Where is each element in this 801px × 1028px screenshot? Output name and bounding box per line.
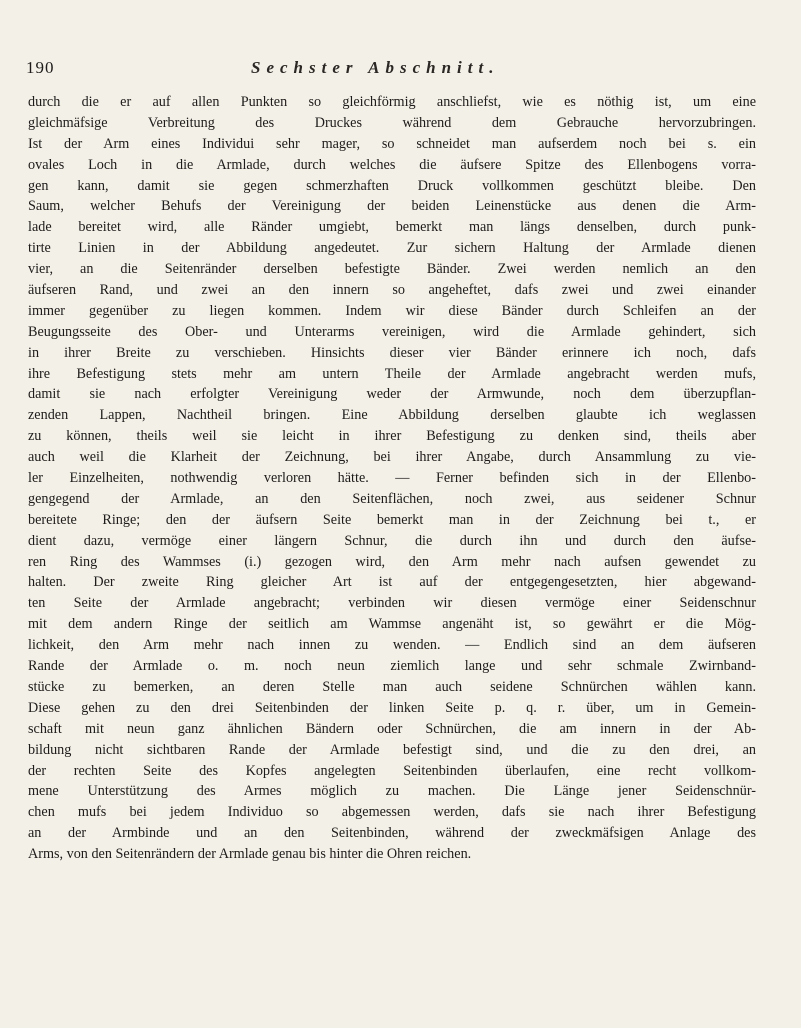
text-line: zenden Lappen, Nachtheil bringen. Eine Abbildung derselben glaubte ich weglassen (28, 407, 756, 424)
text-line: in ihrer Breite zu verschieben. Hinsichts dieser vier Bänder erinnere ich noch, dafs (28, 344, 756, 361)
text-line: durch die er auf allen Punkten so gleichförmig anschliefst, wie es nöthig ist, um eine (28, 94, 756, 110)
running-head: Sechster Abschnitt. (251, 58, 500, 77)
page-number: 190 (26, 58, 55, 77)
text-line: stücke zu bemerken, an deren Stelle man auch seidene Schnürchen wählen kann. (28, 678, 756, 695)
text-line: zu können, theils weil sie leicht in ihrer Befestigung zu denken sind, theils aber (28, 428, 756, 445)
text-line: Ist der Arm eines Individui sehr mager, so schneidet man aufserdem noch bei s. ein (28, 135, 756, 152)
text-line: ren Ring des Wammses (i.) gezogen wird, den Arm mehr nach aufsen gewendet zu (28, 553, 756, 570)
text-line: mene Unterstützung des Armes möglich zu machen. Die Länge jener Seidenschnür- (28, 783, 756, 800)
text-line: ler Einzelheiten, nothwendig verloren hätte. — Ferner befinden sich in der Ellenbo- (28, 470, 756, 487)
text-line: ten Seite der Armlade angebracht; verbinden wir diesen vermöge einer Seidenschnur (28, 595, 756, 612)
text-line: damit sie nach erfolgter Vereinigung weder der Armwunde, noch dem überzupflan- (28, 386, 756, 403)
text-line: ihre Befestigung stets mehr am untern Theile der Armlade angebracht werden mufs, (28, 365, 756, 382)
text-line: dient dazu, vermöge einer längern Schnur, die durch ihn und durch den äufse- (28, 532, 756, 549)
text-line: gengegend der Armlade, an den Seitenflächen, noch zwei, aus seidener Schnur (28, 490, 756, 507)
text-line: bereitete Ringe; den der äufsern Seite bemerkt man in der Zeichnung bei t., er (28, 511, 756, 528)
body-text (28, 92, 756, 865)
text-line: gleichmäfsige Verbreitung des Druckes während dem Gebrauche hervorzubringen. (28, 114, 756, 131)
text-line: an der Armbinde und an den Seitenbinden, während der zweckmäfsigen Anlage des (28, 825, 756, 842)
page-header (26, 58, 746, 82)
text-line: tirte Linien in der Abbildung angedeutet. Zur sichern Haltung der Armlade dienen (28, 240, 756, 257)
text-line: chen mufs bei jedem Individuo so abgemessen werden, dafs sie nach ihrer Befestigung (28, 804, 756, 821)
text-line: lichkeit, den Arm mehr nach innen zu wenden. — Endlich sind an dem äufseren (28, 637, 756, 654)
text-line: halten. Der zweite Ring gleicher Art ist auf der entgegengesetzten, hier abgewand- (28, 574, 756, 591)
text-line: auch weil die Klarheit der Zeichnung, bei ihrer Angabe, durch Ansammlung zu vie- (28, 449, 756, 466)
text-line: Diese gehen zu den drei Seitenbinden der linken Seite p. q. r. über, um in Gemein- (28, 699, 756, 716)
text-line: Rande der Armlade o. m. noch neun ziemlich lange und sehr schmale Zwirnband- (28, 658, 756, 675)
text-line: Saum, welcher Behufs der Vereinigung der beiden Leinenstücke aus denen die Arm- (28, 198, 756, 215)
text-line: mit dem andern Ringe der seitlich am Wammse angenäht ist, so gewährt er die Mög- (28, 616, 756, 633)
text-line: gen kann, damit sie gegen schmerzhaften Druck vollkommen geschützt bleibe. Den (28, 177, 756, 194)
text-line: Arms, von den Seitenrändern der Armlade genau bis hinter die Ohren reichen. (28, 846, 472, 863)
text-line: bildung nicht sichtbaren Rande der Armlade befestigt sind, und die zu den drei, an (28, 741, 756, 758)
text-line: immer gegenüber zu liegen kommen. Indem wir diese Bänder durch Schleifen an der (28, 302, 756, 319)
text-line: äufseren Rand, und zwei an den innern so angeheftet, dafs zwei und zwei einander (28, 282, 756, 299)
text-line: ovales Loch in die Armlade, durch welches die äufsere Spitze des Ellenbogens vorra- (28, 156, 756, 173)
text-line: vier, an die Seitenränder derselben befestigte Bänder. Zwei werden nemlich an den (28, 261, 756, 278)
text-line: lade bereitet wird, alle Ränder umgiebt, bemerkt man längs denselben, durch punk- (28, 219, 756, 236)
text-line: schaft mit neun ganz ähnlichen Bändern oder Schnürchen, die am innern in der Ab- (28, 720, 756, 737)
text-line: der rechten Seite des Kopfes angelegten Seitenbinden überlaufen, eine recht vollkom- (28, 762, 756, 779)
text-line: Beugungsseite des Ober- und Unterarms vereinigen, wird die Armlade gehindert, sich (28, 323, 756, 340)
